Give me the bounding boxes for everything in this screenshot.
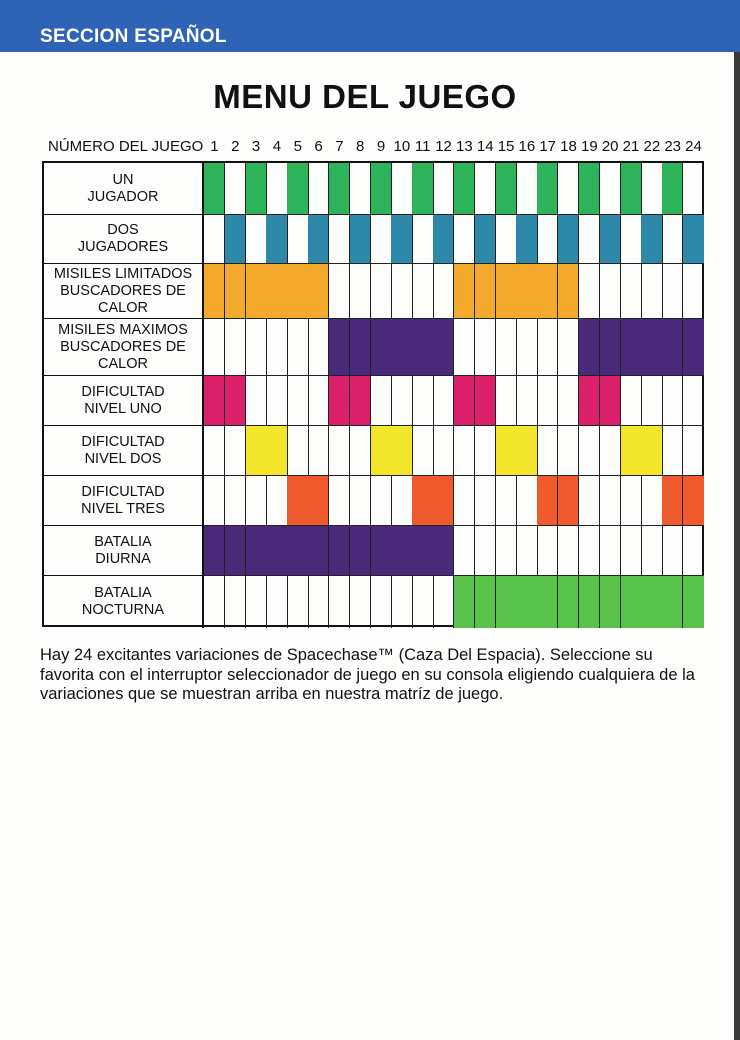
matrix-cell [475, 476, 496, 526]
matrix-cell [433, 215, 454, 264]
matrix-cell [266, 376, 287, 426]
matrix-cell [308, 319, 329, 376]
matrix-cell [641, 163, 662, 215]
matrix-cell [454, 426, 475, 476]
matrix-cell [558, 526, 579, 576]
matrix-cell [350, 163, 371, 215]
matrix-cell [433, 476, 454, 526]
matrix-cell [516, 319, 537, 376]
matrix-cell [433, 264, 454, 319]
matrix-cell [225, 476, 246, 526]
game-number-10: 10 [393, 138, 411, 155]
matrix-cell [412, 264, 433, 319]
row-label: BATALIA NOCTURNA [44, 576, 204, 628]
section-banner [0, 0, 740, 52]
matrix-cell [662, 264, 683, 319]
matrix-cell [516, 476, 537, 526]
matrix-cell [412, 576, 433, 628]
matrix-cell [600, 526, 621, 576]
matrix-cell [516, 376, 537, 426]
matrix-cell [662, 163, 683, 215]
matrix-cell [662, 426, 683, 476]
matrix-cell [683, 215, 704, 264]
matrix-cell [433, 163, 454, 215]
row-label: MISILES MAXIMOS BUSCADORES DE CALOR [44, 319, 204, 376]
matrix-cell [621, 426, 642, 476]
matrix-cell [371, 264, 392, 319]
matrix-cell [204, 319, 225, 376]
matrix-cell [329, 319, 350, 376]
matrix-cell [537, 215, 558, 264]
game-number-20: 20 [601, 138, 619, 155]
matrix-cell [246, 426, 267, 476]
matrix-cell [266, 264, 287, 319]
row-label: BATALIA DIURNA [44, 526, 204, 576]
matrix-cell [558, 163, 579, 215]
matrix-cell [454, 476, 475, 526]
matrix-cell [475, 319, 496, 376]
matrix-cell [329, 376, 350, 426]
matrix-cell [496, 426, 517, 476]
matrix-cell [621, 376, 642, 426]
matrix-cell [308, 215, 329, 264]
matrix-cell [475, 163, 496, 215]
game-number-14: 14 [476, 138, 494, 155]
matrix-cell [412, 476, 433, 526]
matrix-cell [454, 526, 475, 576]
matrix-cell [558, 576, 579, 628]
matrix-cell [371, 576, 392, 628]
row-label: MISILES LIMITADOS BUSCADORES DE CALOR [44, 264, 204, 319]
matrix-cell [287, 376, 308, 426]
matrix-cell [266, 526, 287, 576]
matrix-cell [475, 264, 496, 319]
matrix-cell [246, 163, 267, 215]
matrix-cell [246, 319, 267, 376]
game-number-2: 2 [231, 138, 240, 155]
matrix-cell [600, 215, 621, 264]
matrix-cell [204, 264, 225, 319]
matrix-cell [329, 476, 350, 526]
game-number-9: 9 [376, 138, 386, 155]
matrix-cell [579, 319, 600, 376]
matrix-cell [579, 526, 600, 576]
matrix-cell [621, 319, 642, 376]
matrix-cell [683, 476, 704, 526]
matrix-cell [579, 376, 600, 426]
game-number-16: 16 [518, 138, 536, 155]
matrix-cell [391, 426, 412, 476]
matrix-cell [558, 215, 579, 264]
matrix-cell [558, 319, 579, 376]
row-label: DIFICULTAD NIVEL DOS [44, 426, 204, 476]
matrix-cell [641, 376, 662, 426]
matrix-cell [225, 526, 246, 576]
matrix-cell [454, 215, 475, 264]
matrix-cell [496, 215, 517, 264]
matrix-cell [391, 476, 412, 526]
matrix-cell [600, 319, 621, 376]
matrix-cell [641, 264, 662, 319]
row-label: DIFICULTAD NIVEL UNO [44, 376, 204, 426]
matrix-cell [558, 426, 579, 476]
game-number-3: 3 [251, 138, 261, 155]
matrix-cell [558, 264, 579, 319]
matrix-cell [537, 264, 558, 319]
matrix-cell [558, 376, 579, 426]
matrix-cell [412, 376, 433, 426]
matrix-cell [683, 163, 704, 215]
game-number-15: 15 [497, 138, 515, 155]
matrix-cell [683, 319, 704, 376]
matrix-cell [516, 163, 537, 215]
matrix-cell [516, 215, 537, 264]
matrix-cell [641, 576, 662, 628]
page-edge-shadow [734, 52, 740, 1040]
matrix-cell [371, 376, 392, 426]
matrix-cell [579, 476, 600, 526]
game-number-5: 5 [293, 138, 302, 155]
matrix-cell [412, 319, 433, 376]
matrix-cell [496, 319, 517, 376]
matrix-cell [683, 426, 704, 476]
matrix-cell [266, 426, 287, 476]
game-number-22: 22 [643, 138, 661, 155]
matrix-cell [683, 376, 704, 426]
matrix-cell [246, 526, 267, 576]
matrix-cell [287, 426, 308, 476]
matrix-cell [641, 215, 662, 264]
matrix-cell [641, 526, 662, 576]
matrix-cell [662, 526, 683, 576]
matrix-cell [558, 476, 579, 526]
matrix-cell [308, 476, 329, 526]
matrix-cell [454, 576, 475, 628]
matrix-cell [600, 264, 621, 319]
matrix-cell [433, 526, 454, 576]
matrix-cell [475, 426, 496, 476]
matrix-cell [329, 526, 350, 576]
matrix-cell [246, 576, 267, 628]
matrix-cell [204, 163, 225, 215]
matrix-cell [433, 426, 454, 476]
matrix-cell [662, 319, 683, 376]
matrix-cell [683, 576, 704, 628]
matrix-cell [621, 476, 642, 526]
matrix-cell [516, 264, 537, 319]
matrix-cell [329, 426, 350, 476]
row-label: UN JUGADOR [44, 163, 204, 215]
row-label: DOS JUGADORES [44, 215, 204, 264]
matrix-cell [537, 163, 558, 215]
matrix-cell [579, 576, 600, 628]
matrix-cell [579, 215, 600, 264]
matrix-cell [537, 376, 558, 426]
matrix-cell [246, 476, 267, 526]
matrix-cell [350, 376, 371, 426]
matrix-cell [204, 576, 225, 628]
matrix-cell [371, 319, 392, 376]
matrix-cell [662, 376, 683, 426]
game-number-23: 23 [664, 138, 682, 155]
matrix-cell [329, 264, 350, 319]
description-paragraph: Hay 24 excitantes variaciones de Spacechase™ (Caza Del Espacia). Seleccione su favorita con el interruptor seleccionador de juego en su consola eligiendo cualquiera de la variaciones que se muestran arriba en nuestra matríz de juego. [40, 646, 695, 703]
game-number-18: 18 [560, 138, 577, 155]
matrix-cell [496, 576, 517, 628]
matrix-cell [579, 264, 600, 319]
matrix-cell [621, 264, 642, 319]
matrix-cell [350, 319, 371, 376]
matrix-cell [537, 526, 558, 576]
matrix-cell [475, 526, 496, 576]
matrix-cell [621, 215, 642, 264]
matrix-cell [204, 476, 225, 526]
matrix-cell [246, 215, 267, 264]
matrix-cell [266, 163, 287, 215]
matrix-cell [266, 576, 287, 628]
matrix-cell [412, 215, 433, 264]
matrix-cell [350, 526, 371, 576]
matrix-cell [579, 163, 600, 215]
matrix-cell [308, 576, 329, 628]
matrix-cell [391, 526, 412, 576]
game-number-13: 13 [456, 138, 473, 155]
matrix-cell [350, 215, 371, 264]
matrix-cell [204, 376, 225, 426]
matrix-cell [225, 215, 246, 264]
matrix-cell [371, 526, 392, 576]
matrix-cell [287, 526, 308, 576]
matrix-cell [537, 319, 558, 376]
matrix-cell [662, 215, 683, 264]
matrix-cell [225, 426, 246, 476]
matrix-cell [600, 426, 621, 476]
matrix-cell [600, 376, 621, 426]
matrix-cell [621, 526, 642, 576]
game-number-19: 19 [581, 138, 598, 155]
matrix-cell [391, 215, 412, 264]
matrix-cell [204, 215, 225, 264]
matrix-cell [683, 264, 704, 319]
matrix-cell [454, 376, 475, 426]
matrix-cell [391, 264, 412, 319]
matrix-cell [600, 476, 621, 526]
game-number-8: 8 [356, 138, 365, 155]
matrix-cell [287, 163, 308, 215]
matrix-cell [579, 426, 600, 476]
matrix-cell [391, 319, 412, 376]
matrix-cell [516, 526, 537, 576]
matrix-cell [496, 264, 517, 319]
game-number-12: 12 [435, 138, 452, 155]
matrix-cell [287, 476, 308, 526]
matrix-cell [371, 215, 392, 264]
matrix-cell [225, 319, 246, 376]
matrix-cell [641, 426, 662, 476]
game-number-header-label: NÚMERO DEL JUEGO [48, 138, 204, 155]
matrix-cell [350, 576, 371, 628]
matrix-cell [641, 319, 662, 376]
matrix-cell [537, 576, 558, 628]
matrix-cell [266, 319, 287, 376]
matrix-cell [454, 264, 475, 319]
matrix-cell [537, 426, 558, 476]
matrix-cell [308, 264, 329, 319]
matrix-cell [350, 264, 371, 319]
matrix-cell [225, 376, 246, 426]
matrix-cell [371, 476, 392, 526]
game-number-24: 24 [685, 138, 702, 155]
matrix-cell [496, 476, 517, 526]
matrix-cell [308, 526, 329, 576]
row-label: DIFICULTAD NIVEL TRES [44, 476, 204, 526]
matrix-cell [683, 526, 704, 576]
matrix-cell [475, 576, 496, 628]
matrix-cell [371, 426, 392, 476]
matrix-cell [204, 426, 225, 476]
game-matrix-table [42, 161, 704, 627]
matrix-cell [475, 376, 496, 426]
matrix-cell [641, 476, 662, 526]
matrix-cell [204, 526, 225, 576]
matrix-cell [225, 576, 246, 628]
matrix-cell [516, 576, 537, 628]
matrix-cell [433, 576, 454, 628]
matrix-cell [266, 476, 287, 526]
matrix-cell [287, 264, 308, 319]
game-number-17: 17 [539, 138, 557, 155]
matrix-cell [516, 426, 537, 476]
game-number-7: 7 [335, 138, 344, 155]
matrix-cell [454, 319, 475, 376]
matrix-cell [412, 163, 433, 215]
matrix-cell [287, 576, 308, 628]
matrix-cell [308, 376, 329, 426]
matrix-cell [496, 376, 517, 426]
matrix-cell [329, 576, 350, 628]
matrix-cell [454, 163, 475, 215]
matrix-cell [412, 426, 433, 476]
matrix-cell [225, 163, 246, 215]
game-number-11: 11 [414, 138, 431, 155]
game-number-1: 1 [210, 138, 219, 155]
matrix-cell [287, 215, 308, 264]
matrix-cell [621, 163, 642, 215]
matrix-cell [600, 576, 621, 628]
matrix-cell [329, 163, 350, 215]
matrix-cell [496, 526, 517, 576]
matrix-cell [308, 426, 329, 476]
matrix-cell [266, 215, 287, 264]
matrix-cell [662, 476, 683, 526]
matrix-cell [391, 163, 412, 215]
matrix-cell [433, 376, 454, 426]
matrix-cell [391, 376, 412, 426]
matrix-cell [475, 215, 496, 264]
matrix-cell [246, 264, 267, 319]
matrix-cell [662, 576, 683, 628]
matrix-cell [412, 526, 433, 576]
matrix-cell [537, 476, 558, 526]
game-number-6: 6 [314, 138, 323, 155]
matrix-cell [287, 319, 308, 376]
matrix-cell [350, 476, 371, 526]
matrix-cell [600, 163, 621, 215]
page-title: MENU DEL JUEGO [213, 78, 517, 115]
matrix-cell [433, 319, 454, 376]
game-number-21: 21 [622, 138, 640, 155]
matrix-cell [391, 576, 412, 628]
matrix-cell [225, 264, 246, 319]
game-number-4: 4 [272, 138, 282, 155]
matrix-cell [350, 426, 371, 476]
matrix-cell [371, 163, 392, 215]
matrix-cell [621, 576, 642, 628]
matrix-cell [496, 163, 517, 215]
matrix-cell [329, 215, 350, 264]
matrix-cell [246, 376, 267, 426]
section-title: SECCION ESPAÑOL [40, 26, 227, 47]
matrix-cell [308, 163, 329, 215]
